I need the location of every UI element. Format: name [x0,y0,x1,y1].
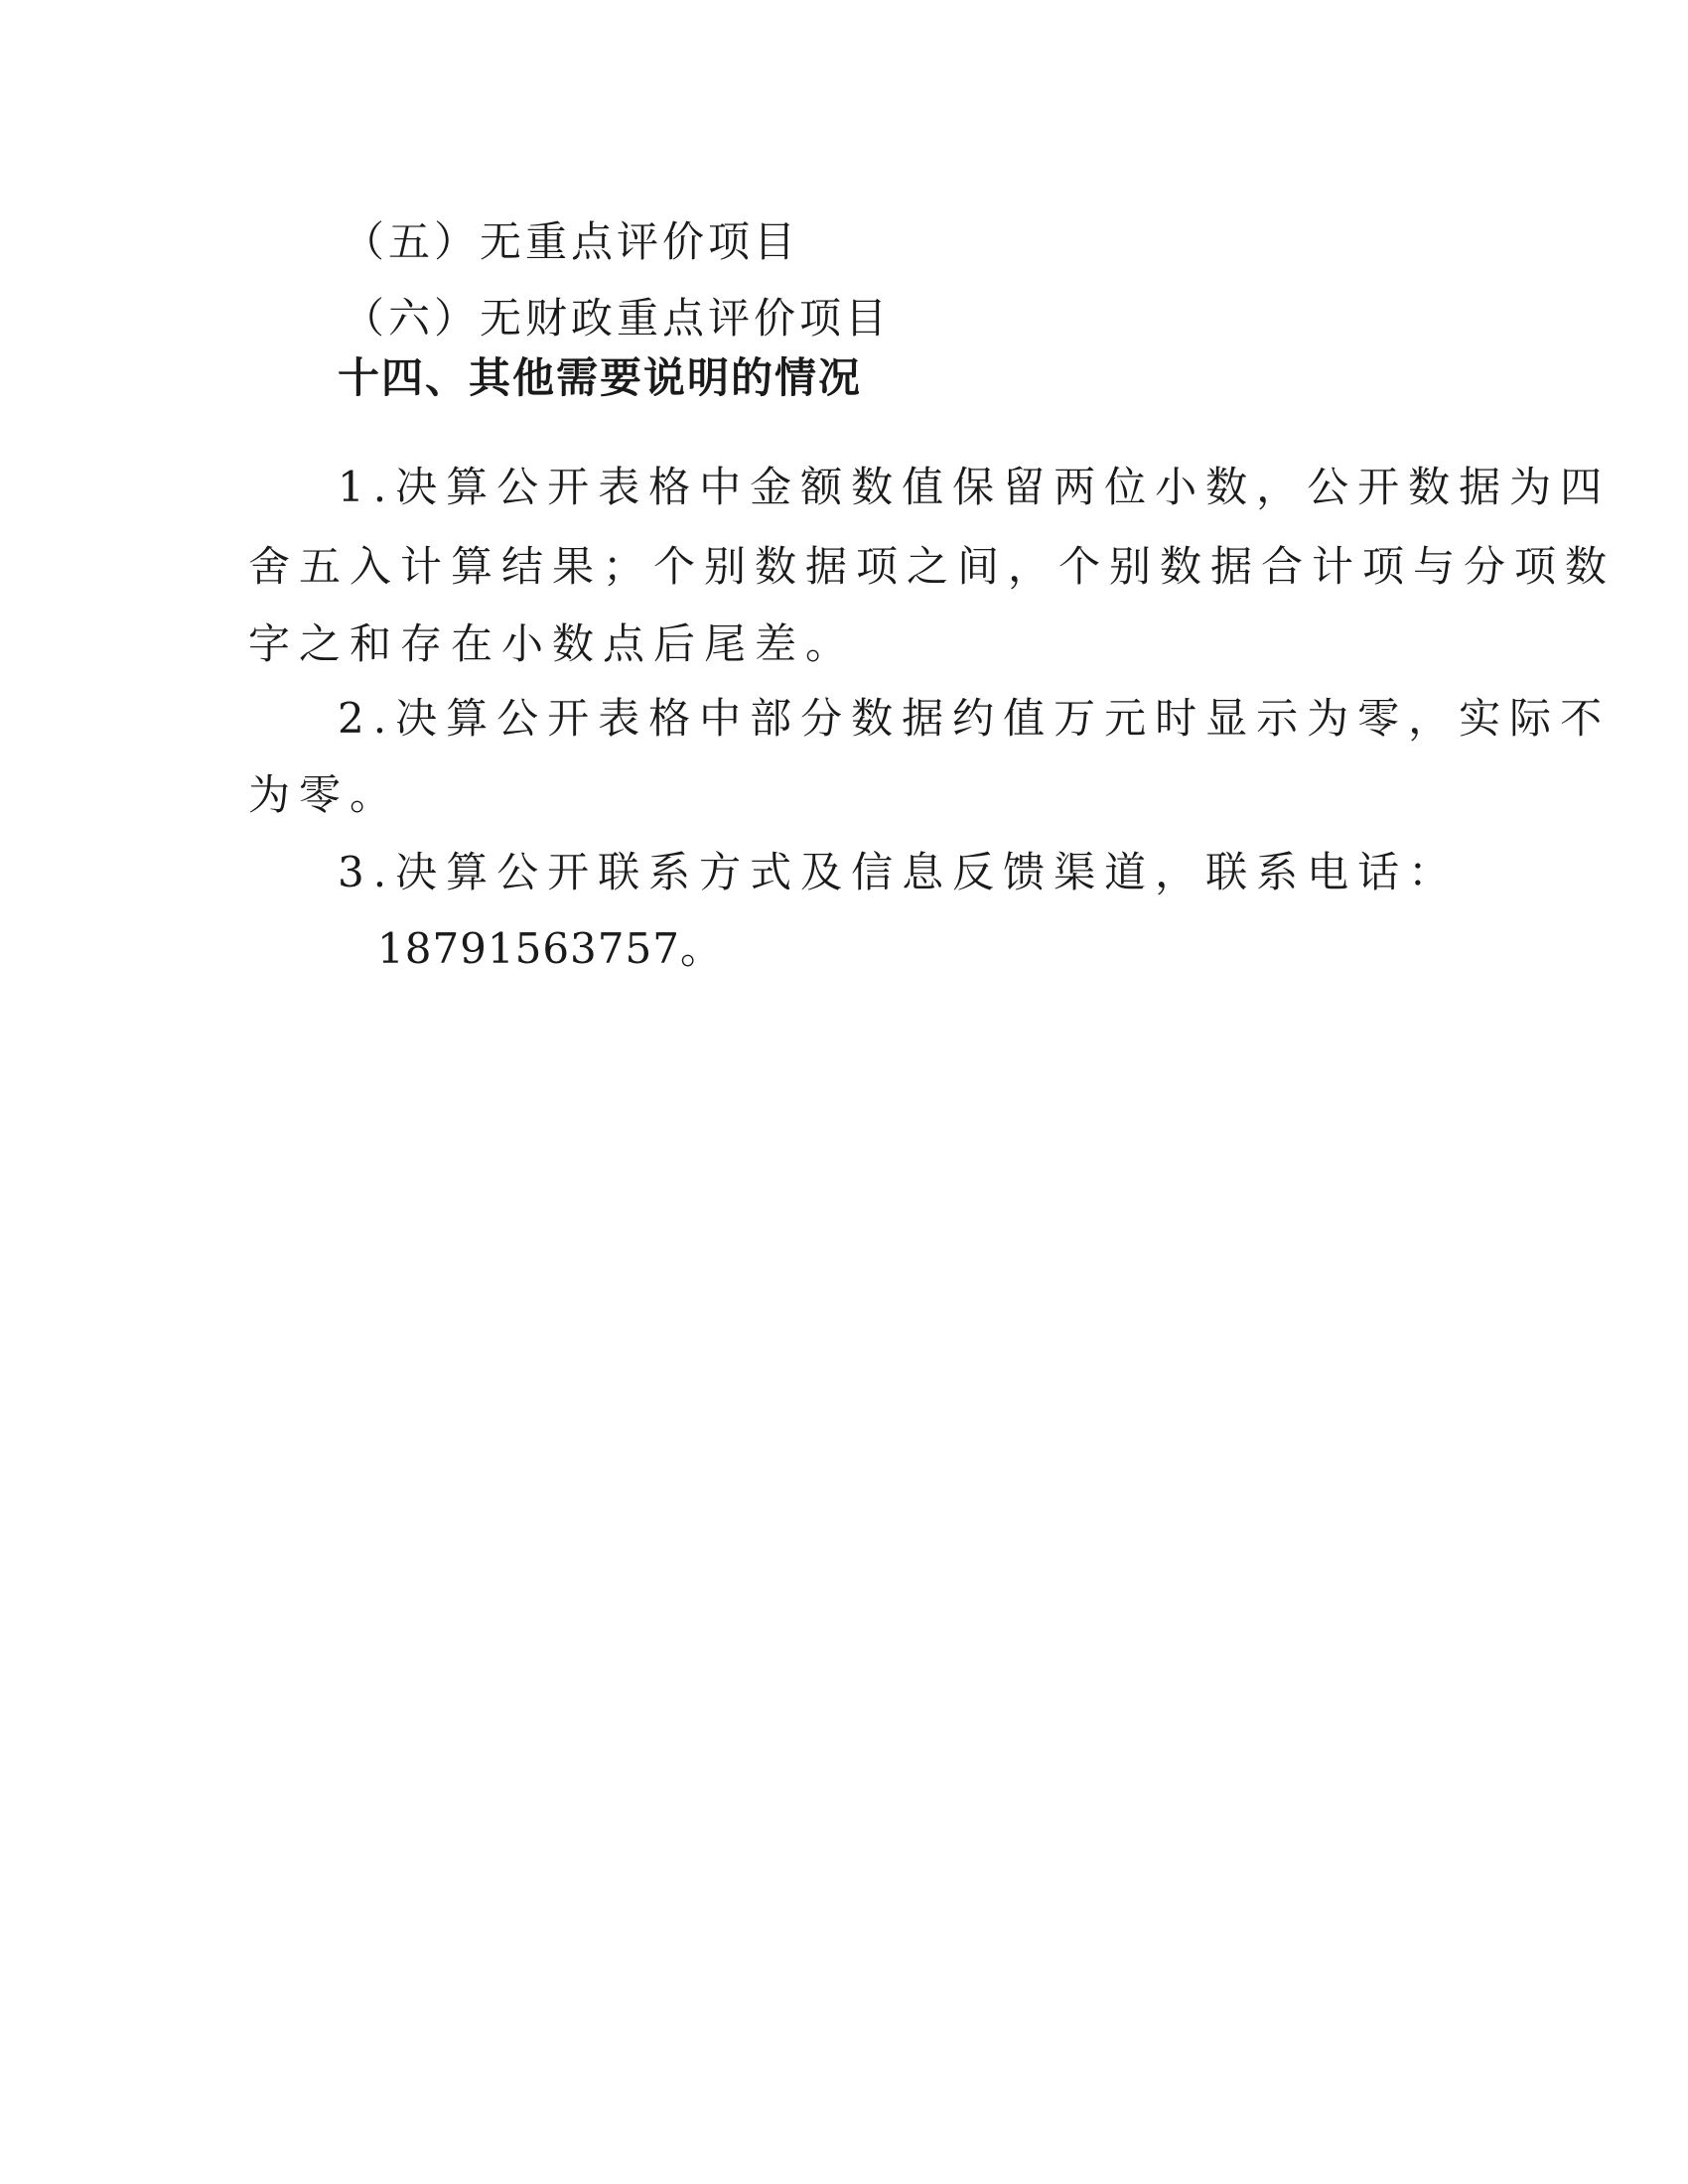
paragraph-1-line-3: 字之和存在小数点后尾差。 [248,619,857,668]
paragraph-2-line-1: 2.决算公开表格中部分数据约值万元时显示为零，实际不 [338,694,1612,743]
contact-phone-number: 18791563757。 [377,924,723,973]
paragraph-1-line-1: 1.决算公开表格中金额数值保留两位小数，公开数据为四 [338,463,1612,511]
section-heading: 十四、其他需要说明的情况 [338,353,863,402]
sub-item-six: （六）无财政重点评价项目 [343,294,892,342]
sub-item-five: （五）无重点评价项目 [343,217,800,266]
paragraph-2-line-2: 为零。 [248,770,401,819]
paragraph-3-line-1: 3.决算公开联系方式及信息反馈渠道，联系电话： [338,848,1460,896]
paragraph-1-line-2: 舍五入计算结果；个别数据项之间，个别数据合计项与分项数 [248,542,1617,591]
